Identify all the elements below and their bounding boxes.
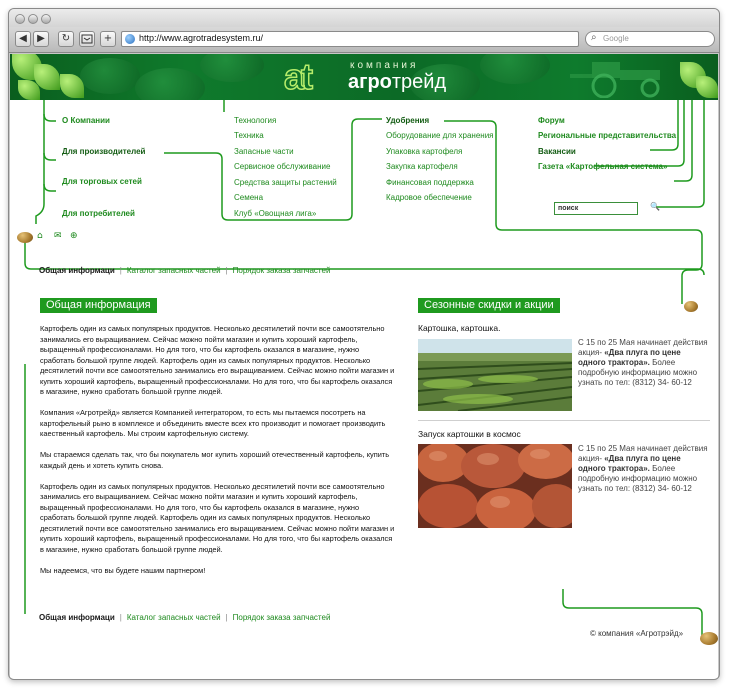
nav-about[interactable]: О Компании [62,116,110,125]
article-paragraph: Мы стараемся сделать так, что бы покупатель мог купить хороший отечественный картофель, купить каждый день и хотеть купить снова. [40,450,390,470]
nav-producers[interactable]: Для производителей [62,147,146,156]
bookmarks-icon [81,33,93,45]
logo-mark: at [284,56,311,97]
potato-icon [684,301,698,312]
promo-title[interactable]: Картошка, картошка. [418,323,501,333]
mail-icon[interactable]: ✉ [54,231,62,241]
close-window-button[interactable] [15,14,25,24]
nav-technology[interactable]: Технология [234,116,277,125]
footer-breadcrumb: Общая информаци | Каталог запасных частей | Порядок заказа запчастей [39,613,331,622]
new-tab-button[interactable]: + [100,31,116,47]
search-icon[interactable]: 🔍 [650,202,660,211]
article-paragraph: Мы надеемся, что вы будете нашим партнером! [40,565,206,575]
promo-highlight[interactable]: «Два плуга по цене одного трактора». [578,348,681,367]
breadcrumb-parts-catalog[interactable]: Каталог запасных частей [126,266,221,275]
sidebar-title: Сезонные скидки и акции [418,298,560,313]
potato-icon [17,232,33,243]
page-title: Общая информация [40,298,157,313]
nav-forum[interactable]: Форум [538,116,565,125]
address-text: http://www.agrotradesystem.ru/ [139,33,264,43]
nav-seeds[interactable]: Семена [234,193,264,202]
nav-service[interactable]: Сервисное обслуживание [234,162,331,171]
copyright: © компания «Агротрэйд» [590,629,684,638]
article-paragraph: Компания «Агротрейд» является Компанией интегратором, то есть мы пытаемся посотреть на картофельный рыно в комплексе и объединить вместе всех кто производит и помогает производить каественный картофель. Мы строим картофельную систему. [40,408,386,438]
footer-link-general-info[interactable]: Общая информаци [39,613,115,622]
sitemap-icon[interactable]: ⊕ [70,231,78,241]
nav-purchasing[interactable]: Закупка картофеля [386,162,458,171]
browser-search-input[interactable] [585,31,715,47]
promo-text-before: С 15 по 25 Мая начинает действия акция- [578,338,708,357]
header-banner [10,54,718,100]
browser-window [8,8,720,680]
browser-toolbar [9,27,719,53]
article-body [40,324,395,587]
breadcrumb: Общая информаци | Каталог запасных частей | Порядок заказа запчастей [39,266,331,275]
nav-consumers[interactable]: Для потребителей [62,209,135,218]
nav-storage-equipment[interactable]: Оборудование для хранения [386,131,494,140]
promo-text-after: Более подробную информацию можно узнать по тел: (8312) 34- 60-12 [578,464,698,493]
nav-newspaper[interactable]: Газета «Картофельная система» [538,162,668,171]
globe-icon [125,34,135,44]
nav-spare-parts[interactable]: Запасные части [234,147,294,156]
nav-packaging[interactable]: Упаковка картофеля [386,147,463,156]
promo-image-field[interactable] [418,339,572,411]
nav-vegetable-league[interactable]: Клуб «Овощная лига» [234,209,317,218]
nav-staffing[interactable]: Кадровое обеспечение [386,193,472,202]
footer-link-parts-catalog[interactable]: Каталог запасных частей [126,613,221,622]
breadcrumb-general-info[interactable]: Общая информаци [39,266,115,275]
promo-title[interactable]: Запуск картошки в космос [418,429,521,439]
potato-icon [700,632,718,645]
search-icon: ⌕ [591,32,597,43]
logo-name[interactable] [348,71,446,94]
promo-divider [418,420,710,421]
back-button[interactable]: ◀ [15,31,31,47]
page-viewport [10,54,718,679]
browser-search-placeholder: Google [603,34,629,43]
nav-financial-support[interactable]: Финансовая поддержка [386,178,474,187]
nav-vacancies[interactable]: Вакансии [538,147,576,156]
promo-image-potatoes[interactable] [418,444,572,528]
tractor-icon [570,56,674,98]
minimize-window-button[interactable] [28,14,38,24]
reload-button[interactable]: ↻ [58,31,74,47]
logo-name-bold: агро [348,71,392,93]
nav-regional-offices[interactable]: Региональные представительства [538,131,677,140]
promo-highlight[interactable]: «Два плуга по цене одного трактора». [578,454,681,473]
promo-text [578,338,708,388]
site-search-input[interactable]: поиск [554,202,638,215]
home-icon[interactable]: ⌂ [37,231,43,241]
forward-button[interactable]: ▶ [33,31,49,47]
nav-fertilizers[interactable]: Удобрения [386,116,430,125]
logo-name-rest: трейд [391,71,447,93]
promo-text-before: С 15 по 25 Мая начинает действия акция- [578,444,708,463]
article-paragraph: Картофель один из самых популярных продуктов. Несколько десятилетий почти все самоотятельно занимались его выращиванием. Сейчас можно пойти магазин и купить хороший картофель, выращенный профессионалами. Но для того, что бы картофель оказался в магазине, нужно сработать большой группе людей. Картофель один из самых популярных продуктов. Несколько десятилетий почти все самоотятельно занимались его выращиванием. Сейчас можно пойти магазин и купить хороший картофель, выращенный профессионалами. Но для того, что бы картофель оказался в магазине, нужно сработать большой группе людей. [40,324,395,396]
nav-machinery[interactable]: Техника [234,131,264,140]
zoom-window-button[interactable] [41,14,51,24]
logo-subtitle: компания [350,60,419,71]
breadcrumb-parts-order[interactable]: Порядок заказа запчастей [232,266,331,275]
address-bar[interactable] [121,31,579,47]
nav-retail[interactable]: Для торговых сетей [62,177,142,186]
article-paragraph: Картофель один из самых популярных продуктов. Несколько десятилетий почти все самоотятельно занимались его выращиванием. Сейчас можно пойти магазин и купить хороший картофель, выращенный профессионалами. Но для того, что бы картофель оказался в магазине, нужно сработать большой группе людей. Картофель один из самых популярных продуктов. Несколько десятилетий почти все самоотятельно занимались его выращиванием. Сейчас можно пойти магазин и купить хороший картофель, выращенный профессионалами. Но для того, что бы картофель оказался в магазине, нужно сработать большой группе людей. [40,481,395,554]
footer-link-parts-order[interactable]: Порядок заказа запчастей [232,613,331,622]
promo-text-after: Более подробную информацию можно узнать по тел: (8312) 34- 60-12 [578,358,698,387]
promo-text [578,444,708,494]
nav-plant-protection[interactable]: Средства защиты растений [234,178,337,187]
bookmarks-button[interactable] [79,31,95,47]
